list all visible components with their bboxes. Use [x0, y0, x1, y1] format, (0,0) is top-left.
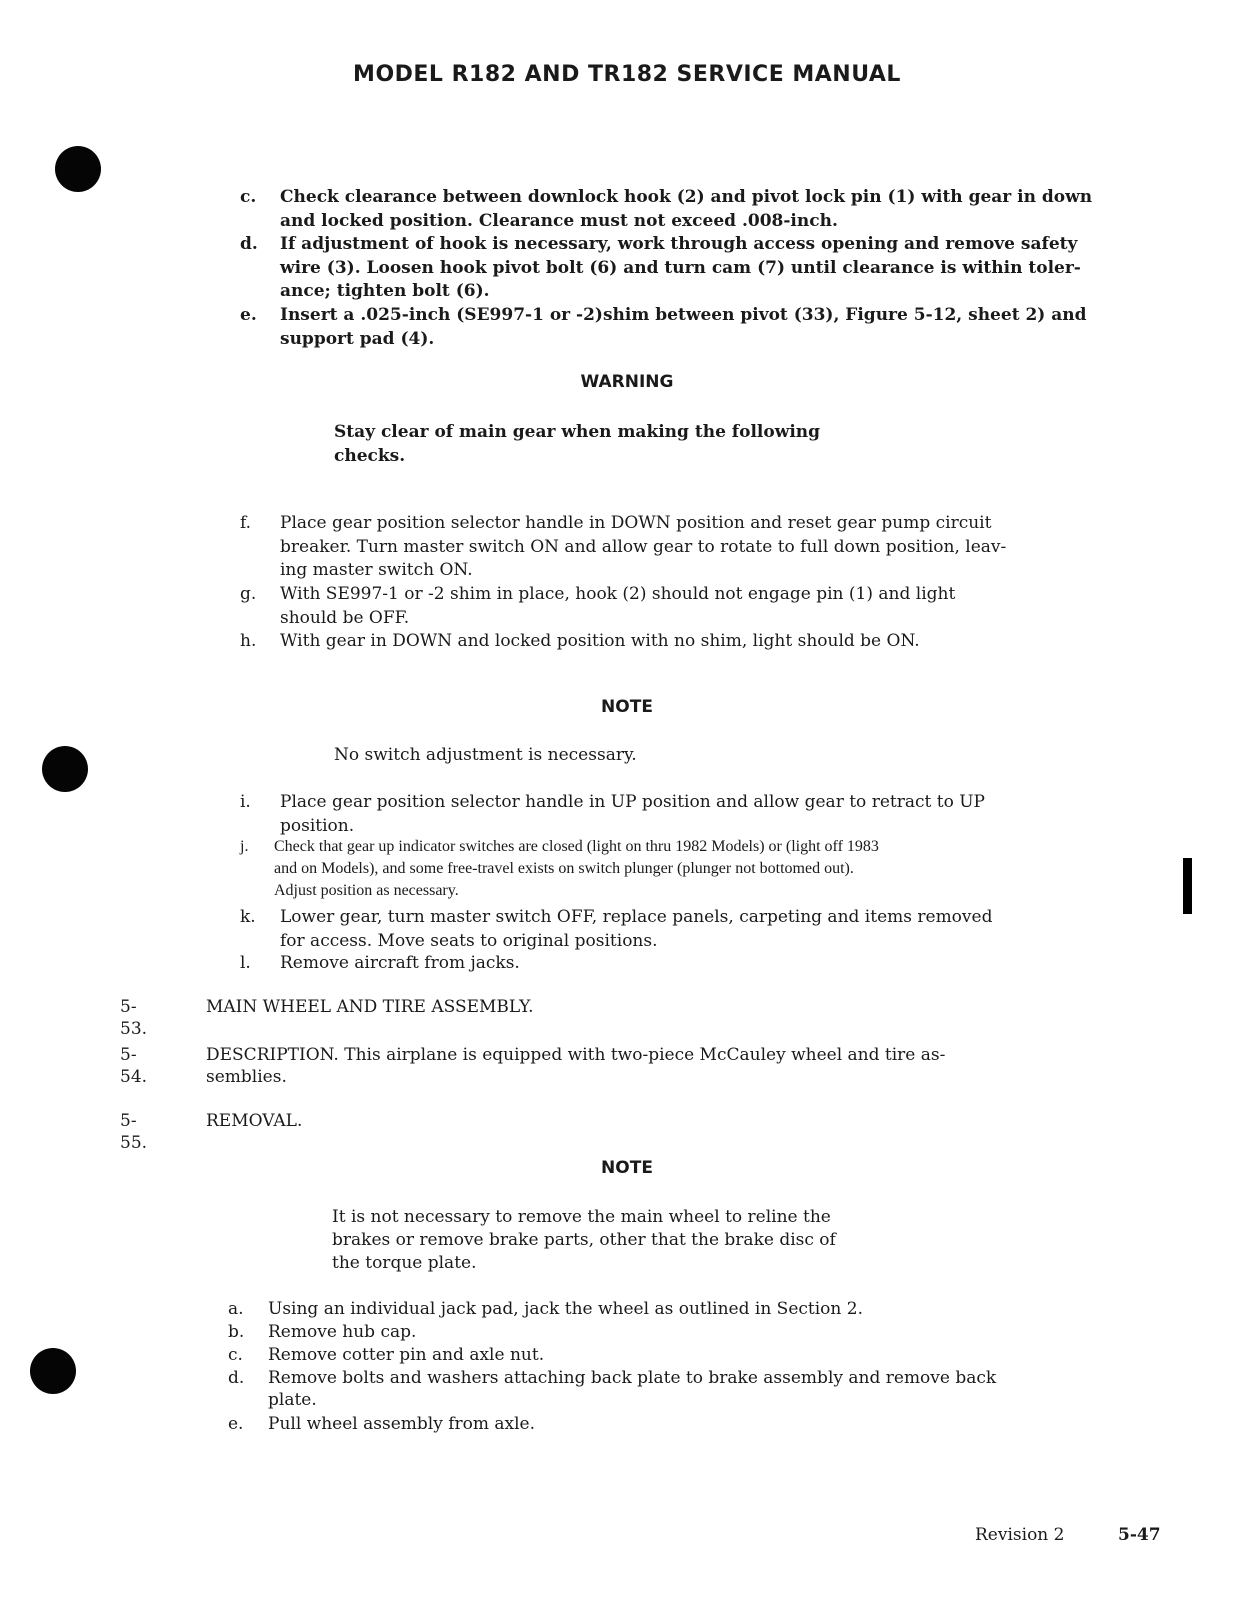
revision-label: Revision 2 [975, 1525, 1065, 1545]
step-line: Check that gear up indicator switches are closed (light on thru 1982 Models) or (light off 1983 [274, 838, 879, 855]
paragraph-text: REMOVAL. [206, 1111, 303, 1131]
step-line: Check clearance between downlock hook (2) and pivot lock pin (1) with gear in down [280, 187, 1093, 207]
step-label: i. [240, 792, 251, 812]
step-line: With gear in DOWN and locked position with no shim, light should be ON. [280, 631, 920, 651]
step-label: h. [240, 631, 257, 651]
step-line: plate. [268, 1390, 317, 1410]
note-line: No switch adjustment is necessary. [334, 745, 637, 765]
step-label: e. [240, 305, 257, 325]
step-line: Remove bolts and washers attaching back plate to brake assembly and remove back [268, 1368, 997, 1388]
step-line: ing master switch ON. [280, 560, 473, 580]
step-line: Adjust position as necessary. [274, 882, 459, 899]
step-line: Pull wheel assembly from axle. [268, 1414, 536, 1434]
binder-hole-bottom [30, 1348, 76, 1394]
paragraph-line: semblies. [206, 1067, 287, 1087]
paragraph-number: 5-55. [120, 1111, 148, 1153]
note-text-1 [334, 743, 934, 767]
step-line: If adjustment of hook is necessary, work through access opening and remove safety [280, 234, 1078, 254]
step-line: wire (3). Loosen hook pivot bolt (6) and turn cam (7) until clearance is within toler- [280, 257, 1081, 278]
step-line: breaker. Turn master switch ON and allow gear to rotate to full down position, leav- [280, 536, 1007, 557]
note-line: It is not necessary to remove the main wheel to reline the [332, 1207, 831, 1227]
step-line: With SE997-1 or -2 shim in place, hook (2) should not engage pin (1) and light [280, 584, 956, 604]
step-line: Remove cotter pin and axle nut. [268, 1345, 545, 1365]
step-label: g. [240, 584, 257, 604]
step-label: b. [228, 1322, 245, 1342]
step-line: ance; tighten bolt (6). [280, 281, 490, 301]
step-line: Insert a .025-inch (SE997-1 or -2)shim between pivot (33), Figure 5-12, sheet 2) and [280, 305, 1087, 325]
step-label: a. [228, 1299, 244, 1319]
step-label: c. [228, 1345, 243, 1365]
binder-hole-middle [42, 746, 88, 792]
warning-line: Stay clear of main gear when making the following [334, 422, 821, 442]
revision-bar [1183, 858, 1192, 914]
note-text-2 [332, 1206, 952, 1275]
step-line: position. [280, 815, 355, 836]
step-line: for access. Move seats to original positions. [280, 930, 658, 951]
step-line: Remove aircraft from jacks. [280, 953, 520, 973]
note-heading-1: NOTE [601, 697, 653, 717]
step-line: should be OFF. [280, 607, 410, 628]
warning-line: checks. [334, 446, 406, 466]
warning-heading: WARNING [580, 372, 674, 392]
note-heading-2: NOTE [601, 1158, 653, 1178]
step-label: d. [240, 234, 258, 254]
paragraph-line: DESCRIPTION. This airplane is equipped with two-piece McCauley wheel and tire as- [206, 1045, 946, 1065]
warning-text [334, 420, 934, 468]
step-label: l. [240, 953, 251, 973]
step-label: k. [240, 907, 256, 927]
step-line: Place gear position selector handle in DOWN position and reset gear pump circuit [280, 513, 992, 533]
paragraph-number: 5-54. [120, 1045, 148, 1087]
note-line: the torque plate. [332, 1253, 477, 1273]
step-label: c. [240, 187, 257, 207]
step-label: d. [228, 1368, 245, 1388]
step-line: Remove hub cap. [268, 1322, 417, 1342]
step-label: j. [240, 838, 249, 855]
paragraph-number: 5-53. [120, 997, 148, 1039]
binder-hole-top [55, 146, 101, 192]
step-line: and on Models), and some free-travel exists on switch plunger (plunger not bottomed out). [274, 860, 854, 877]
step-label: e. [228, 1414, 244, 1434]
step-line: Place gear position selector handle in UP position and allow gear to retract to UP [280, 792, 985, 812]
step-line: Using an individual jack pad, jack the wheel as outlined in Section 2. [268, 1299, 863, 1319]
step-line: Lower gear, turn master switch OFF, replace panels, carpeting and items removed [280, 907, 993, 927]
page-header: MODEL R182 AND TR182 SERVICE MANUAL [353, 62, 901, 87]
page-number: 5-47 [1118, 1525, 1161, 1545]
step-line: and locked position. Clearance must not exceed .008-inch. [280, 210, 838, 231]
step-line: support pad (4). [280, 328, 435, 349]
step-label: f. [240, 513, 252, 533]
note-line: brakes or remove brake parts, other that the brake disc of [332, 1230, 836, 1250]
paragraph-text: MAIN WHEEL AND TIRE ASSEMBLY. [206, 997, 534, 1017]
